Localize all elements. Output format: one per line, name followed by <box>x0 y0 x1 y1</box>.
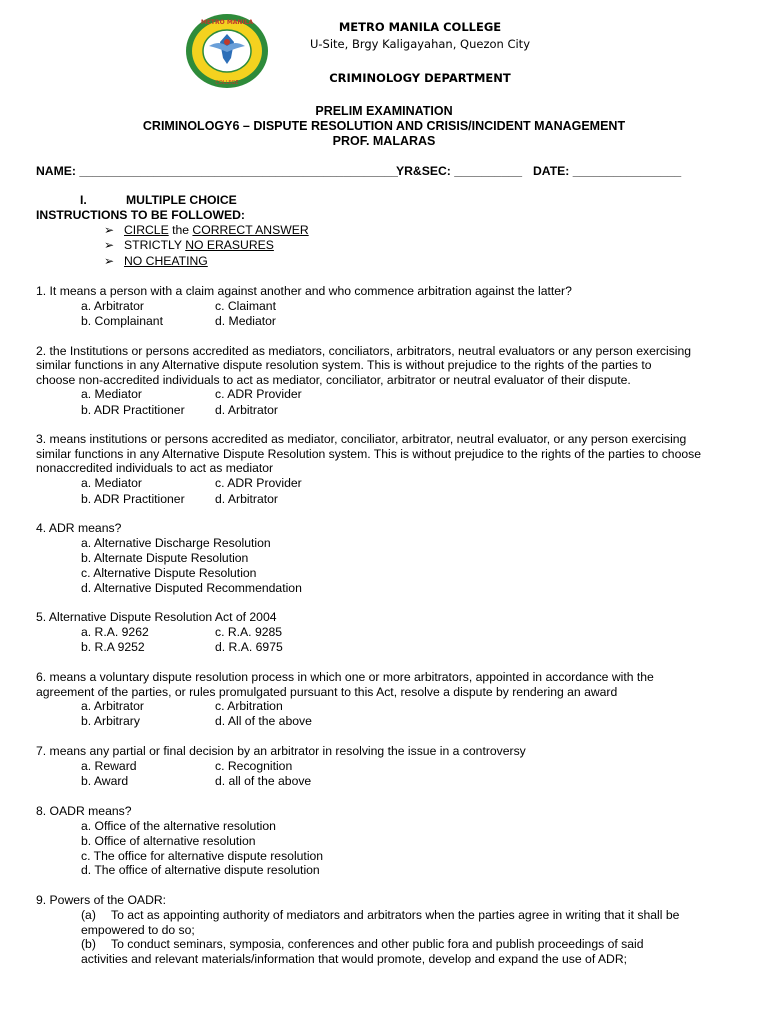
question-5: 5. Alternative Dispute Resolution Act of 2004 <box>36 610 277 624</box>
date-blank: ________________ <box>572 164 682 178</box>
choice-8c[interactable]: c. The office for alternative dispute resolution <box>81 849 324 863</box>
exam-title: PRELIM EXAMINATION <box>315 104 453 118</box>
question-8: 8. OADR means? <box>36 804 132 818</box>
choice-4c[interactable]: c. Alternative Dispute Resolution <box>81 566 257 580</box>
choice-1b[interactable]: b. Complainant <box>81 314 163 328</box>
power-b-line: To conduct seminars, symposia, conferences and other public fora and publish proceedings of said <box>111 937 644 951</box>
choice-1c[interactable]: c. Claimant <box>215 299 276 313</box>
choice-3c[interactable]: c. ADR Provider <box>215 476 302 490</box>
arrow-bullet-icon: ➢ <box>104 238 115 252</box>
choice-4b[interactable]: b. Alternate Dispute Resolution <box>81 551 249 565</box>
power-b-line: activities and relevant materials/information that would promote, develop and expand the use of ADR; <box>81 952 628 966</box>
svg-text:METRO MANILA: METRO MANILA <box>200 19 254 26</box>
course-title: CRIMINOLOGY6 – DISPUTE RESOLUTION AND CRISIS/INCIDENT MANAGEMENT <box>142 119 626 133</box>
choice-7c[interactable]: c. Recognition <box>215 759 293 773</box>
choice-1d[interactable]: d. Mediator <box>215 314 276 328</box>
choice-6b[interactable]: b. Arbitrary <box>81 714 140 728</box>
power-a-line: empowered to do so; <box>81 923 195 937</box>
choice-6a[interactable]: a. Arbitrator <box>81 699 144 713</box>
choice-7a[interactable]: a. Reward <box>81 759 137 773</box>
question-3-line: similar functions in any Alternative Dispute Resolution system. This is without prejudice to the rights of the parties to choose <box>36 447 701 461</box>
department-name: CRIMINOLOGY DEPARTMENT <box>329 71 511 85</box>
section-number: I. <box>80 193 87 207</box>
choice-2c[interactable]: c. ADR Provider <box>215 387 302 401</box>
question-9: 9. Powers of the OADR: <box>36 893 167 907</box>
choice-2a[interactable]: a. Mediator <box>81 387 142 401</box>
date-label: DATE: <box>533 164 570 178</box>
choice-5b[interactable]: b. R.A 9252 <box>81 640 145 654</box>
section-title: MULTIPLE CHOICE <box>126 193 237 207</box>
power-a-label: (a) <box>81 908 96 922</box>
choice-8d[interactable]: d. The office of alternative dispute resolution <box>81 863 320 877</box>
choice-8b[interactable]: b. Office of alternative resolution <box>81 834 256 848</box>
choice-2d[interactable]: d. Arbitrator <box>215 403 278 417</box>
name-field[interactable] <box>36 164 398 179</box>
arrow-bullet-icon: ➢ <box>104 254 115 268</box>
question-3-line: nonaccredited individuals to act as mediator <box>36 461 274 475</box>
choice-7b[interactable]: b. Award <box>81 774 129 788</box>
choice-3a[interactable]: a. Mediator <box>81 476 142 490</box>
name-blank: _______________________________________________ <box>79 164 398 178</box>
instructions-title: INSTRUCTIONS TO BE FOLLOWED: <box>36 208 245 222</box>
choice-7d[interactable]: d. all of the above <box>215 774 312 788</box>
choice-6d[interactable]: d. All of the above <box>215 714 312 728</box>
question-4: 4. ADR means? <box>36 521 122 535</box>
question-2-line: 2. the Institutions or persons accredited as mediators, conciliators, arbitrators, neutral evaluators or any person exercising <box>36 344 692 358</box>
instruction-item: ➢ STRICTLY NO ERASURES <box>104 238 274 252</box>
question-2-line: choose non-accredited individuals to act as mediator, conciliator, arbitrator or neutral evaluator of their dispute. <box>36 373 631 387</box>
choice-5a[interactable]: a. R.A. 9262 <box>81 625 149 639</box>
choice-3b[interactable]: b. ADR Practitioner <box>81 492 185 506</box>
choice-1a[interactable]: a. Arbitrator <box>81 299 144 313</box>
choice-5c[interactable]: c. R.A. 9285 <box>215 625 283 639</box>
question-6-line: 6. means a voluntary dispute resolution process in which one or more arbitrators, appointed in accordance with the <box>36 670 654 684</box>
choice-4d[interactable]: d. Alternative Disputed Recommendation <box>81 581 302 595</box>
choice-2b[interactable]: b. ADR Practitioner <box>81 403 185 417</box>
college-address: U-Site, Brgy Kaligayahan, Quezon City <box>309 37 531 51</box>
arrow-bullet-icon: ➢ <box>104 223 115 237</box>
yrsec-field[interactable] <box>396 164 522 179</box>
instruction-item: ➢ NO CHEATING <box>104 254 208 268</box>
professor-name: PROF. MALARAS <box>332 134 436 148</box>
power-a-line: To act as appointing authority of mediators and arbitrators when the parties agree in writing that it shall be <box>111 908 680 922</box>
choice-3d[interactable]: d. Arbitrator <box>215 492 278 506</box>
choice-6c[interactable]: c. Arbitration <box>215 699 283 713</box>
question-1: 1. It means a person with a claim against another and who commence arbitration against the latter? <box>36 284 572 298</box>
yrsec-label: YR&SEC: <box>396 164 451 178</box>
choice-5d[interactable]: d. R.A. 6975 <box>215 640 283 654</box>
yrsec-blank: __________ <box>454 164 523 178</box>
question-6-line: agreement of the parties, or rules promulgated pursuant to this Act, resolve a dispute by rendering an award <box>36 685 618 699</box>
choice-8a[interactable]: a. Office of the alternative resolution <box>81 819 276 833</box>
name-label: NAME: <box>36 164 76 178</box>
question-7: 7. means any partial or final decision by an arbitrator in resolving the issue in a controversy <box>36 744 526 758</box>
svg-text:COLLEGE: COLLEGE <box>215 80 239 86</box>
choice-4a[interactable]: a. Alternative Discharge Resolution <box>81 536 271 550</box>
question-2-line: similar functions in any Alternative dispute resolution system. This is without prejudice to the rights of the parties to <box>36 358 652 372</box>
instruction-item: ➢ CIRCLE the CORRECT ANSWER <box>104 223 309 237</box>
question-3-line: 3. means institutions or persons accredited as mediator, conciliator, arbitrator, neutral evaluator, or any person exercising <box>36 432 687 446</box>
date-field[interactable] <box>533 164 681 179</box>
power-b-label: (b) <box>81 937 96 951</box>
college-name: METRO MANILA COLLEGE <box>338 20 502 34</box>
